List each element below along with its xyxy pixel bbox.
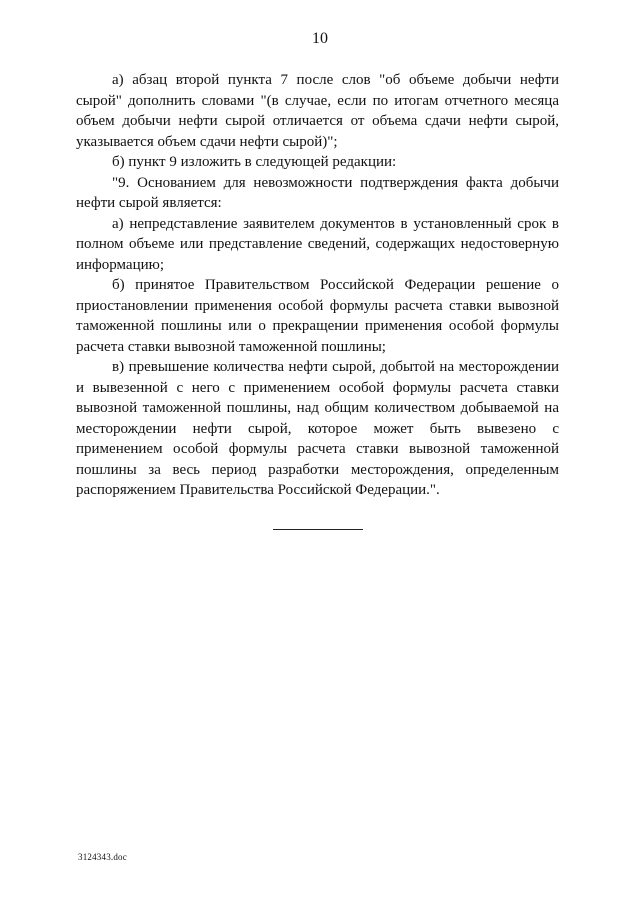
paragraph-amendment-a: а) абзац второй пункта 7 после слов "об объеме добычи нефти сырой" дополнить словами "(в случае, если по итогам отчетного месяца объем добычи нефти сырой отличается от объема сдачи нефти сырой, указывается объем сдачи нефти сырой)"; <box>76 72 559 150</box>
end-separator-line <box>273 529 363 530</box>
paragraph-amendment-b: б) пункт 9 изложить в следующей редакции: <box>112 154 397 170</box>
paragraph-clause-9-c: в) превышение количества нефти сырой, добытой на месторождении и вывезенной с него с применением особой формулы расчета ставки вывозной таможенной пошлины, над общим количеством добываемой на месторождении нефти сырой, которое может быть вывезено с применением особой формулы расчета ставки вывозной таможенной пошлины за весь период разработки месторождения, определенным распоряжением Правительства Российской Федерации.". <box>76 359 559 498</box>
paragraph-clause-9-a: а) непредставление заявителем документов в установленный срок в полном объеме или представление сведений, содержащих недостоверную информацию; <box>76 215 559 273</box>
document-body <box>76 70 559 501</box>
page-number: 10 <box>312 30 328 47</box>
footer-doc-id: 3124343.doc <box>78 852 127 862</box>
paragraph-clause-9-b: б) принятое Правительством Российской Федерации решение о приостановлении применения особой формулы расчета ставки вывозной таможенной пошлины или о прекращении применения особой формулы расчета ставки вывозной таможенной пошлины; <box>76 277 559 355</box>
paragraph-clause-9: "9. Основанием для невозможности подтверждения факта добычи нефти сырой является: <box>76 174 559 211</box>
